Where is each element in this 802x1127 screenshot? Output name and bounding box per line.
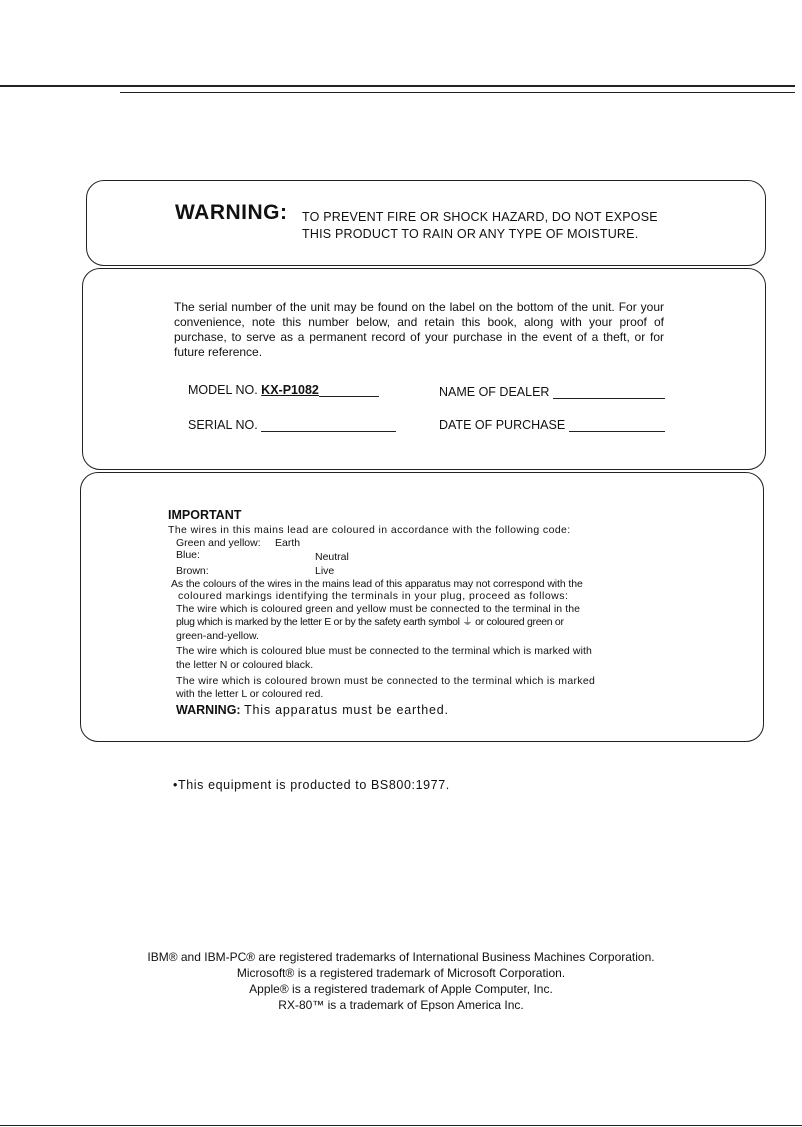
dealer-blank bbox=[553, 384, 665, 399]
warning-line-1: TO PREVENT FIRE OR SHOCK HAZARD, DO NOT EXPOSE bbox=[302, 210, 658, 224]
para2-line1: The wire which is coloured green and yellow must be connected to the terminal in the bbox=[176, 603, 581, 615]
para2-line3: green-and-yellow. bbox=[176, 630, 259, 642]
para4-line2: with the letter L or coloured red. bbox=[176, 688, 324, 700]
para3-line2: the letter N or coloured black. bbox=[176, 659, 314, 671]
final-warning-text: This apparatus must be earthed. bbox=[244, 703, 449, 717]
trademark-line-1: IBM® and IBM-PC® are registered trademarks of International Business Machines Corporation. bbox=[147, 950, 655, 964]
final-warning bbox=[176, 703, 449, 717]
dealer-field bbox=[439, 384, 665, 399]
para2-line2: plug which is marked by the letter E or by the safety earth symbol ⏚ or coloured green or bbox=[176, 616, 564, 628]
trademark-line-3: Apple® is a registered trademark of Apple Computer, Inc. bbox=[249, 982, 553, 996]
date-field bbox=[439, 417, 665, 432]
model-blank bbox=[319, 382, 379, 397]
trademark-line-2: Microsoft® is a registered trademark of Microsoft Corporation. bbox=[236, 966, 566, 980]
trademark-line-4: RX-80™ is a trademark of Epson America Inc. bbox=[278, 998, 524, 1012]
code-color-1: Blue: bbox=[176, 549, 200, 561]
date-label: DATE OF PURCHASE bbox=[439, 418, 566, 432]
top-rule bbox=[0, 85, 795, 87]
model-label: MODEL NO. bbox=[188, 383, 258, 397]
serial-label: SERIAL NO. bbox=[188, 418, 258, 432]
model-field bbox=[188, 382, 379, 397]
code-meaning-0: Earth bbox=[275, 537, 301, 549]
warning-box bbox=[86, 180, 766, 266]
para3-line1: The wire which is coloured blue must be connected to the terminal which is marked with bbox=[176, 645, 592, 657]
top-rule-secondary bbox=[120, 92, 795, 93]
serial-field bbox=[188, 417, 396, 432]
para1-line2: coloured markings identifying the terminals in your plug, proceed as follows: bbox=[178, 590, 569, 602]
important-heading: IMPORTANT bbox=[168, 508, 242, 522]
warning-title: WARNING: bbox=[175, 201, 288, 224]
para1-line1: As the colours of the wires in the mains lead of this apparatus may not correspond with the bbox=[171, 578, 583, 590]
bottom-rule bbox=[0, 1125, 802, 1126]
standard-note: •This equipment is producted to BS800:1977. bbox=[173, 778, 450, 792]
serial-paragraph: The serial number of the unit may be found on the label on the bottom of the unit. For your convenience, note this number below, and retain this book, along with your proof of purchase, to serve as a permanent record of your purchase in the event of a theft, or for future reference. bbox=[174, 300, 664, 359]
warning-line-2: THIS PRODUCT TO RAIN OR ANY TYPE OF MOISTURE. bbox=[302, 227, 639, 241]
serial-blank bbox=[261, 417, 396, 432]
code-color-0: Green and yellow: bbox=[176, 537, 261, 549]
code-meaning-2: Live bbox=[315, 565, 335, 577]
code-color-2: Brown: bbox=[176, 565, 209, 577]
final-warning-label: WARNING: bbox=[176, 703, 241, 717]
para4-line1: The wire which is coloured brown must be connected to the terminal which is marked bbox=[176, 675, 596, 687]
date-blank bbox=[569, 417, 665, 432]
serial-number-box bbox=[82, 268, 766, 470]
important-intro: The wires in this mains lead are coloured in accordance with the following code: bbox=[168, 524, 571, 536]
important-box bbox=[80, 472, 764, 742]
code-meaning-1: Neutral bbox=[315, 551, 349, 563]
dealer-label: NAME OF DEALER bbox=[439, 385, 550, 399]
model-value: KX-P1082 bbox=[261, 383, 319, 397]
